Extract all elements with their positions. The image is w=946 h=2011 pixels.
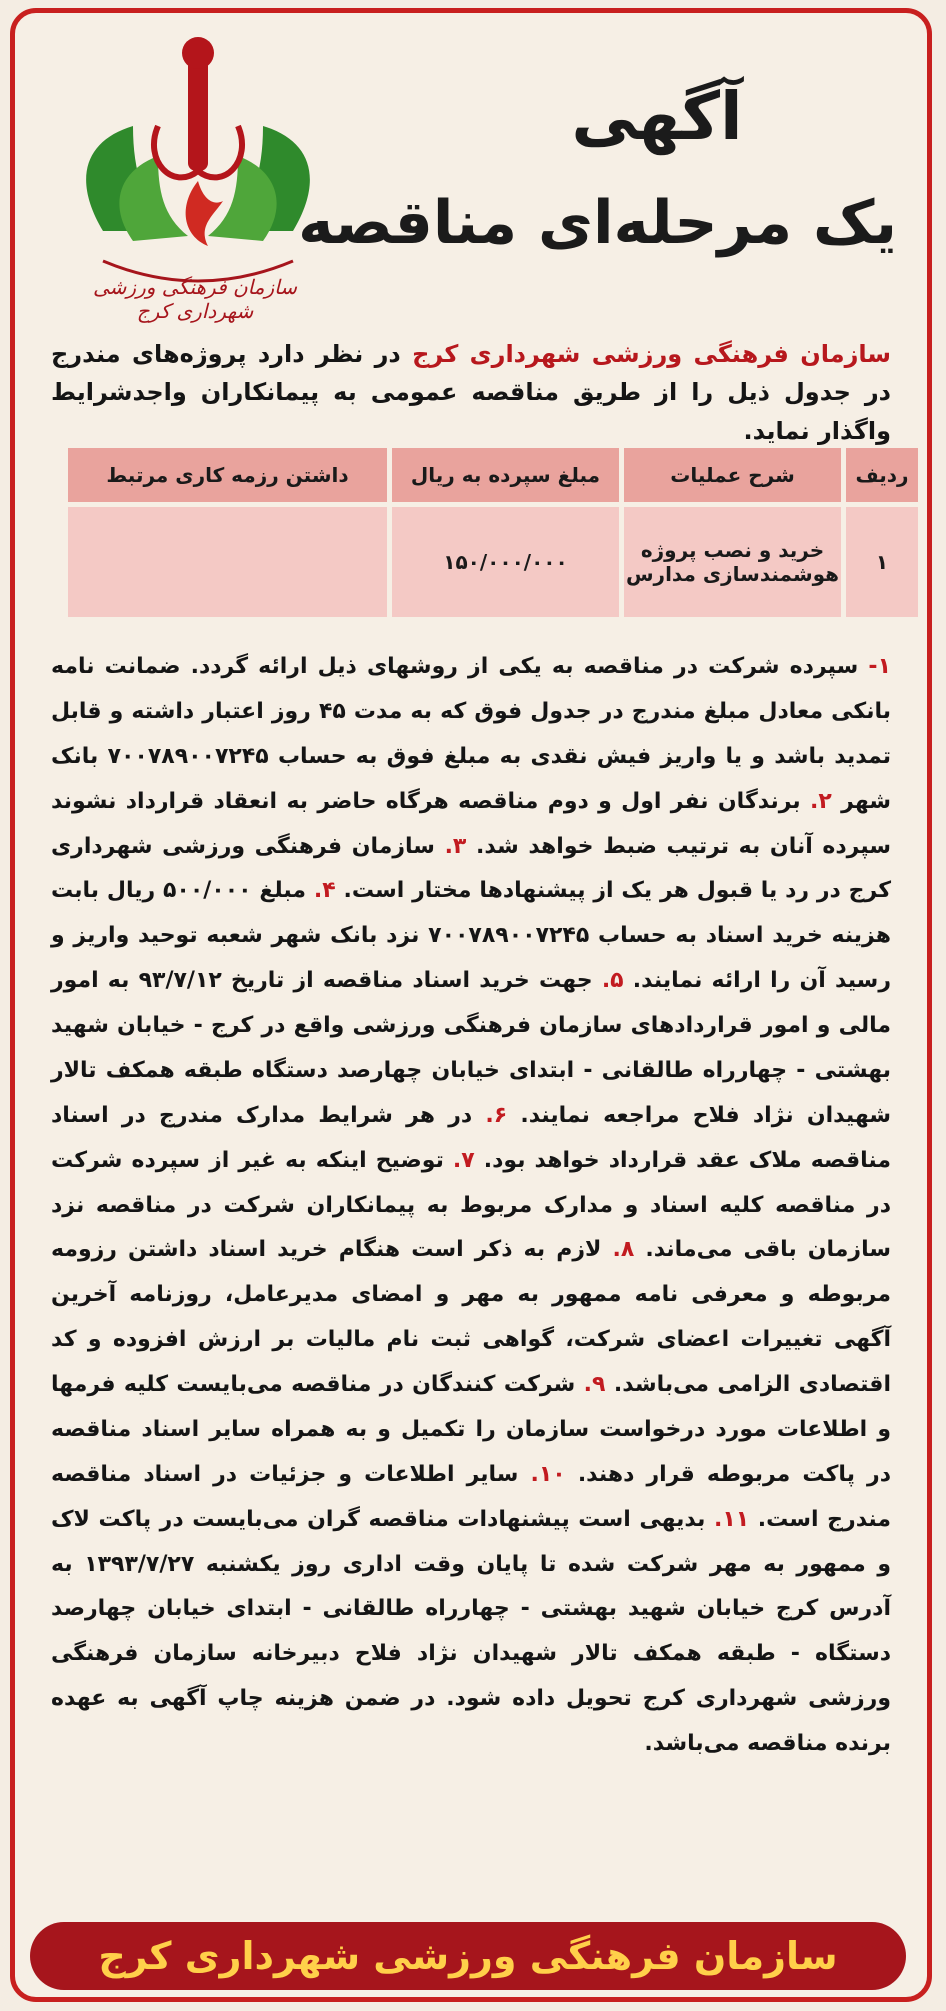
condition-number: ۱۱. xyxy=(713,1506,750,1532)
cell-description: خرید و نصب پروژه هوشمندسازی مدارس xyxy=(624,507,841,617)
condition-number: ۸. xyxy=(612,1237,635,1263)
notice-title: آگهی xyxy=(571,78,743,155)
condition-number: ۱- xyxy=(868,654,891,679)
conditions-text xyxy=(51,645,891,1767)
condition-text: سازمان فرهنگی ورزشی شهرداری کرج در رد یا قبول هر یک از پیشنهادها مختار است. xyxy=(51,833,891,904)
condition-number: ۴. xyxy=(313,878,336,904)
condition-number: ۵. xyxy=(601,968,624,994)
notice-subtitle: یک مرحله‌ای مناقصه xyxy=(298,188,897,258)
cell-row-number: ۱ xyxy=(846,507,918,617)
condition-text: شرکت کنندگان در مناقصه می‌بایست کلیه فرمها و اطلاعات مورد درخواست سازمان را تکمیل و به همراه سایر اسناد مناقصه در پاکت مربوطه قرار دهند. xyxy=(51,1372,891,1487)
condition-number: ۷. xyxy=(452,1147,475,1173)
logo-caption: سازمان فرهنگی ورزشی شهرداری کرج xyxy=(92,275,297,323)
condition-number: ۲. xyxy=(810,788,832,814)
notice-frame xyxy=(10,8,932,2002)
condition-number: ۶. xyxy=(485,1102,508,1128)
condition-number: ۳. xyxy=(444,833,467,859)
table-header-row xyxy=(68,448,918,502)
intro-organization: سازمان فرهنگی ورزشی شهرداری کرج xyxy=(412,340,892,368)
header-deposit: مبلغ سپرده به ریال xyxy=(392,448,619,502)
footer-organization: سازمان فرهنگی ورزشی شهرداری کرج xyxy=(98,1934,838,1978)
condition-text: سایر اطلاعات و جزئیات در اسناد مناقصه مندرج است. xyxy=(51,1461,891,1532)
footer-banner xyxy=(30,1922,906,1990)
condition-text: توضیح اینکه به غیر از سپرده شرکت در مناقصه کلیه اسناد و مدارک مربوط به پیمانکاران شرکت در مناقصه نزد سازمان باقی می‌ماند. xyxy=(51,1147,891,1263)
intro-paragraph xyxy=(51,335,891,450)
condition-text: در هر شرایط مدارک مندرج در اسناد مناقصه ملاک عقد قرارداد خواهد بود. xyxy=(51,1102,891,1173)
condition-text: برندگان نفر اول و دوم مناقصه هرگاه حاضر به انعقاد قرارداد نشوند سپرده آنان به ترتیب ضبط خواهد شد. xyxy=(51,788,891,859)
logo-torch-head xyxy=(182,37,214,69)
condition-text: لازم به ذکر است هنگام خرید اسناد داشتن رزومه مربوطه و معرفی نامه ممهور به مهر و امضای مدیرعامل، روزنامه آخرین آگهی تغییرات اعضای شرکت، گواهی ثبت نام مالیات بر ارزش افزوده و کد اقتصادی الزامی می‌باشد. xyxy=(51,1237,891,1397)
cell-deposit: ۱۵۰/۰۰۰/۰۰۰ xyxy=(392,507,619,617)
header-description: شرح عملیات xyxy=(624,448,841,502)
intro-text: در نظر دارد پروژه‌های مندرج در جدول ذیل را از طریق مناقصه عمومی به پیمانکاران واجدشرایط واگذار نماید. xyxy=(51,340,891,445)
header-resume: داشتن رزمه کاری مرتبط xyxy=(68,448,387,502)
condition-number: ۹. xyxy=(583,1372,606,1397)
table-row xyxy=(68,507,918,617)
condition-text: جهت خرید اسناد مناقصه از تاریخ ۹۳/۷/۱۲ به امور مالی و امور قراردادهای سازمان فرهنگی ورزشی واقع در کرج - خیابان شهید بهشتی - چهارراه طالقانی - ابتدای خیابان چهارصد دستگاه طبقه همکف تالار شهیدان نژاد فلاح مراجعه نمایند. xyxy=(51,968,891,1128)
condition-text: مبلغ ۵۰۰/۰۰۰ ریال بابت هزینه خرید اسناد به حساب ۷۰۰۷۸۹۰۰۷۲۴۵ نزد بانک شهر شعبه توحید واریز و رسید آن را ارائه نمایند. xyxy=(51,878,891,994)
condition-text: بدیهی است پیشنهادات مناقصه گران می‌بایست در پاکت لاک و ممهور به مهر شرکت شده تا پایان وقت اداری روز یکشنبه ۱۳۹۳/۷/۲۷ به آدرس کرج خیابان شهید بهشتی - چهارراه طالقانی - ابتدای خیابان چهارصد دستگاه - طبقه همکف تالار شهیدان نژاد فلاح دبیرخانه سازمان فرهنگی ورزشی شهرداری کرج تحویل داده شود. در ضمن هزینه چاپ آگهی به عهده برنده مناقصه می‌باشد. xyxy=(51,1506,892,1756)
tender-table xyxy=(63,443,923,622)
header-row-number: ردیف xyxy=(846,448,918,502)
condition-number: ۱۰. xyxy=(530,1461,566,1487)
condition-text: سپرده شرکت در مناقصه به یکی از روشهای ذیل ارائه گردد. ضمانت نامه بانکی معادل مبلغ مندرج در جدول فوق که به مدت ۴۵ روز اعتبار داشته و قابل تمدید باشد و یا واریز فیش نقدی به مبلغ فوق به حساب ۷۰۰۷۸۹۰۰۷۲۴۵ بانک شهر xyxy=(51,654,891,814)
cell-resume xyxy=(68,507,387,617)
